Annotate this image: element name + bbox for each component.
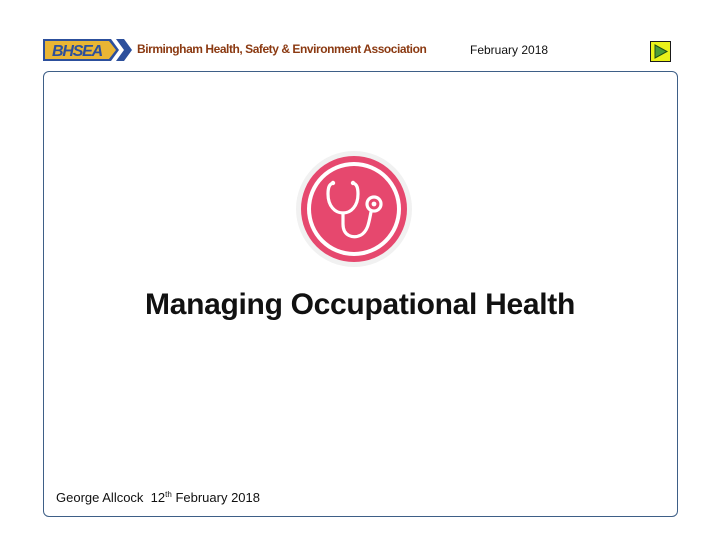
presentation-month-year: February 2018 [175, 490, 260, 505]
header-date: February 2018 [470, 43, 549, 57]
presentation-day: 12 [150, 490, 166, 505]
org-name: Birmingham Health, Safety & Environment Association [137, 42, 427, 56]
stethoscope-icon [295, 150, 413, 268]
next-slide-button[interactable] [650, 41, 671, 62]
slide-title: Managing Occupational Health [145, 288, 575, 321]
presenter-line [56, 490, 260, 505]
day-suffix: th [165, 490, 172, 499]
logo-text: BHSEA [51, 43, 103, 60]
play-triangle-icon [651, 42, 670, 61]
presenter-name: George Allcock [56, 490, 144, 505]
bhsea-logo [43, 37, 133, 63]
